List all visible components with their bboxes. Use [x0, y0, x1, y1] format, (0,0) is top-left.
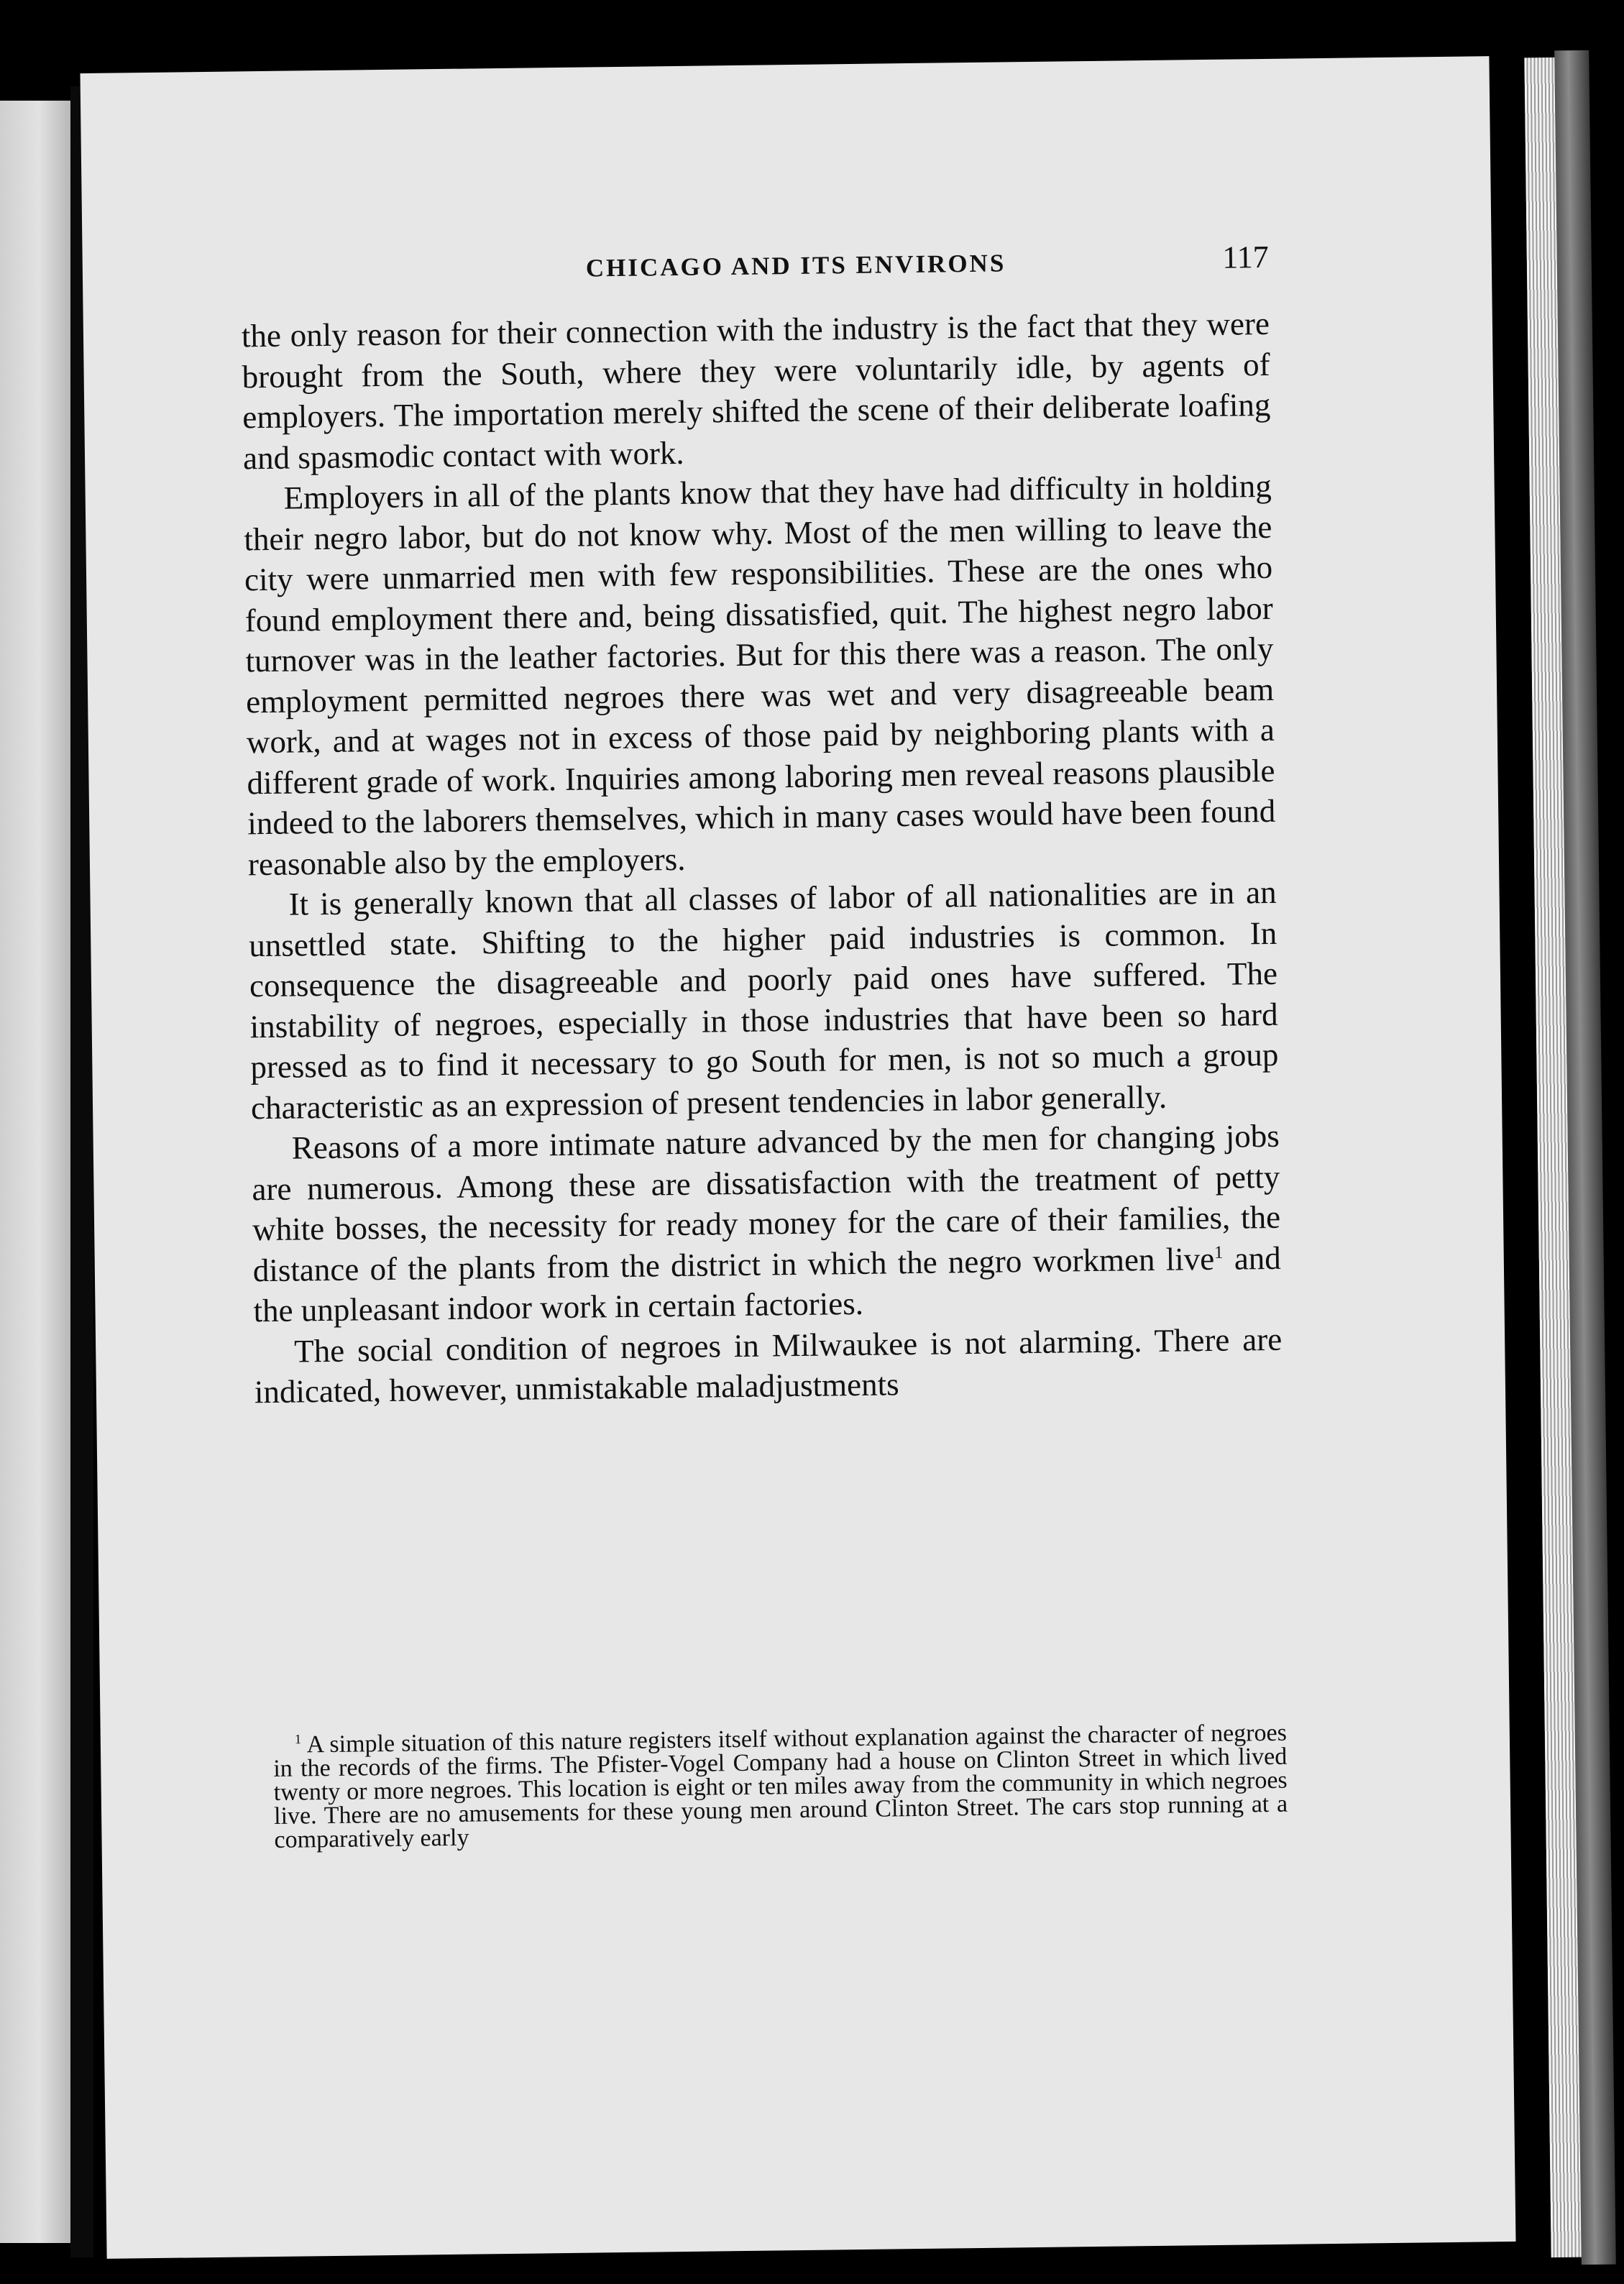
book-page — [81, 56, 1516, 2259]
paragraph-1: the only reason for their connection with the industry is the fact that they were brought from the South, where they were voluntarily idle, by agents of employers. The importation merely shifted the scene of their deliberate loafing and spasmodic contact with work. — [241, 305, 1271, 476]
paragraph-5: The social condition of negroes in Milwaukee is not alarming. There are indicated, however, unmistakable maladjustments — [254, 1321, 1283, 1411]
paragraph-4 — [251, 1116, 1281, 1331]
footnote-reference-marker: 1 — [1214, 1242, 1224, 1262]
footnote-text: A simple situation of this nature registers itself without explanation against the character of negroes in the records of the firms. The Pfister-Vogel Company had a house on Clinton Street in which lived twenty or more negroes. This location is eight or ten miles away from the community in which negroes live. There are no amusements for these young men around Clinton Street. The cars stop running at a comparatively early — [273, 1719, 1288, 1853]
page-header — [255, 239, 1277, 301]
paragraph-4-text-after: and the unpleasant indoor work in certain factories. — [253, 1239, 1282, 1329]
footnote — [273, 1721, 1288, 1852]
paragraph-3: It is generally known that all classes of labor of all nationalities are in an unsettled state. Shifting to the higher paid industries is common. In consequence the disagreeable and poorly paid ones have suffered. The instability of negroes, especially in those industries that have been so hard pressed as to find it necessary to go South for men, is not so much a group characteristic as an expression of present tendencies in labor generally. — [249, 873, 1279, 1126]
footnote-paragraph — [273, 1721, 1288, 1852]
page-number: 117 — [1222, 239, 1270, 275]
paragraph-2: Employers in all of the plants know that they have had difficulty in holding their negro labor, but do not know why. Most of the men willing to leave the city were unmarried men with few responsibilities. These are the ones who found employment there and, being dissatisfied, quit. The highest negro labor turnover was in the leather factories. But for this there was a reason. The only employment permitted negroes there was wet and very disagreeable beam work, and at wages not in excess of those paid by neighboring plants with a different grade of work. Inquiries among laboring men reveal reasons plausible indeed to the laborers themselves, which in many cases would have been found reasonable also by the employers. — [244, 467, 1276, 882]
footnote-marker: 1 — [294, 1732, 302, 1748]
body-text — [242, 303, 1283, 1413]
facing-page-edge — [0, 101, 70, 2243]
running-head: CHICAGO AND ITS ENVIRONS — [585, 249, 1006, 283]
paragraph-4-text-before: Reasons of a more intimate nature advanced by the men for changing jobs are numerous. Among these are dissatisfaction with the treatment of petty white bosses, the necessity for ready money for the care of their families, the distance of the plants from the district in which the negro workmen live — [252, 1117, 1281, 1288]
